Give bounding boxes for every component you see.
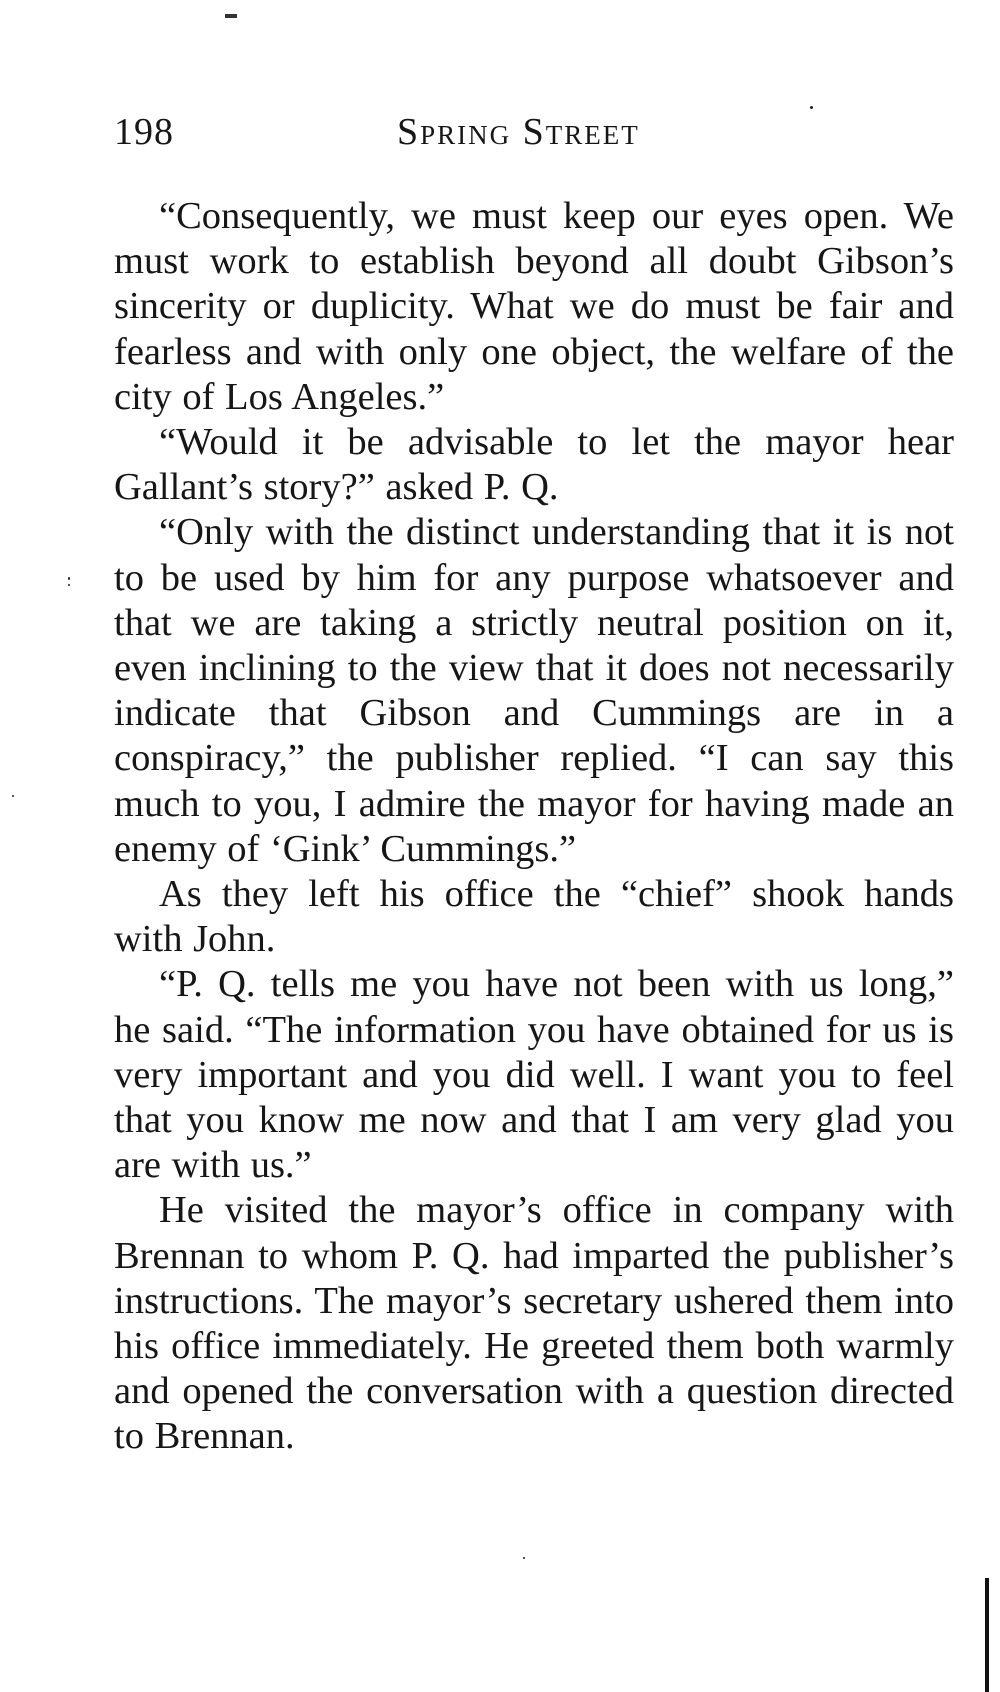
running-title: Spring Street bbox=[397, 111, 640, 153]
scan-speck bbox=[68, 584, 70, 586]
scan-speck bbox=[810, 106, 813, 109]
scan-speck bbox=[12, 795, 14, 797]
paragraph: “Only with the distinct understanding that it is not to be used by him for any purpose whatsoever and that we are taking a strictly neutral position on it, even inclining to the view that it does not necessarily indicate that Gibson and Cummings are in a conspiracy,” the publisher replied. “I can say this much to you, I admire the mayor for having made an enemy of ‘Gink’ Cummings.” bbox=[114, 511, 954, 870]
scan-mark bbox=[225, 14, 237, 18]
paragraph: As they left his office the “chief” shook hands with John. bbox=[114, 873, 954, 961]
page-header bbox=[114, 110, 954, 170]
page-edge-mark bbox=[985, 1578, 989, 1692]
paragraph: “P. Q. tells me you have not been with us long,” he said. “The information you have obtained for us is very important and you did well. I want you to feel that you know me now and that I am very glad you are with us.” bbox=[114, 963, 954, 1187]
page-number: 198 bbox=[114, 111, 174, 153]
paragraph: “Would it be advisable to let the mayor hear Gallant’s story?” asked P. Q. bbox=[114, 421, 954, 509]
paragraph: He visited the mayor’s office in company with Brennan to whom P. Q. had imparted the publisher’s instructions. The mayor’s secretary ushered them into his office immediately. He greeted them both warmly and opened the conversation with a question directed to Brennan. bbox=[114, 1189, 954, 1458]
scan-speck bbox=[68, 577, 70, 580]
paragraph: “Consequently, we must keep our eyes open. We must work to establish beyond all doubt Gibson’s sincerity or duplicity. What we do must be fair and fearless and with only one object, the welfare of the city of Los Angeles.” bbox=[114, 195, 954, 418]
scan-speck bbox=[523, 1557, 525, 1559]
body-text bbox=[114, 194, 954, 1460]
